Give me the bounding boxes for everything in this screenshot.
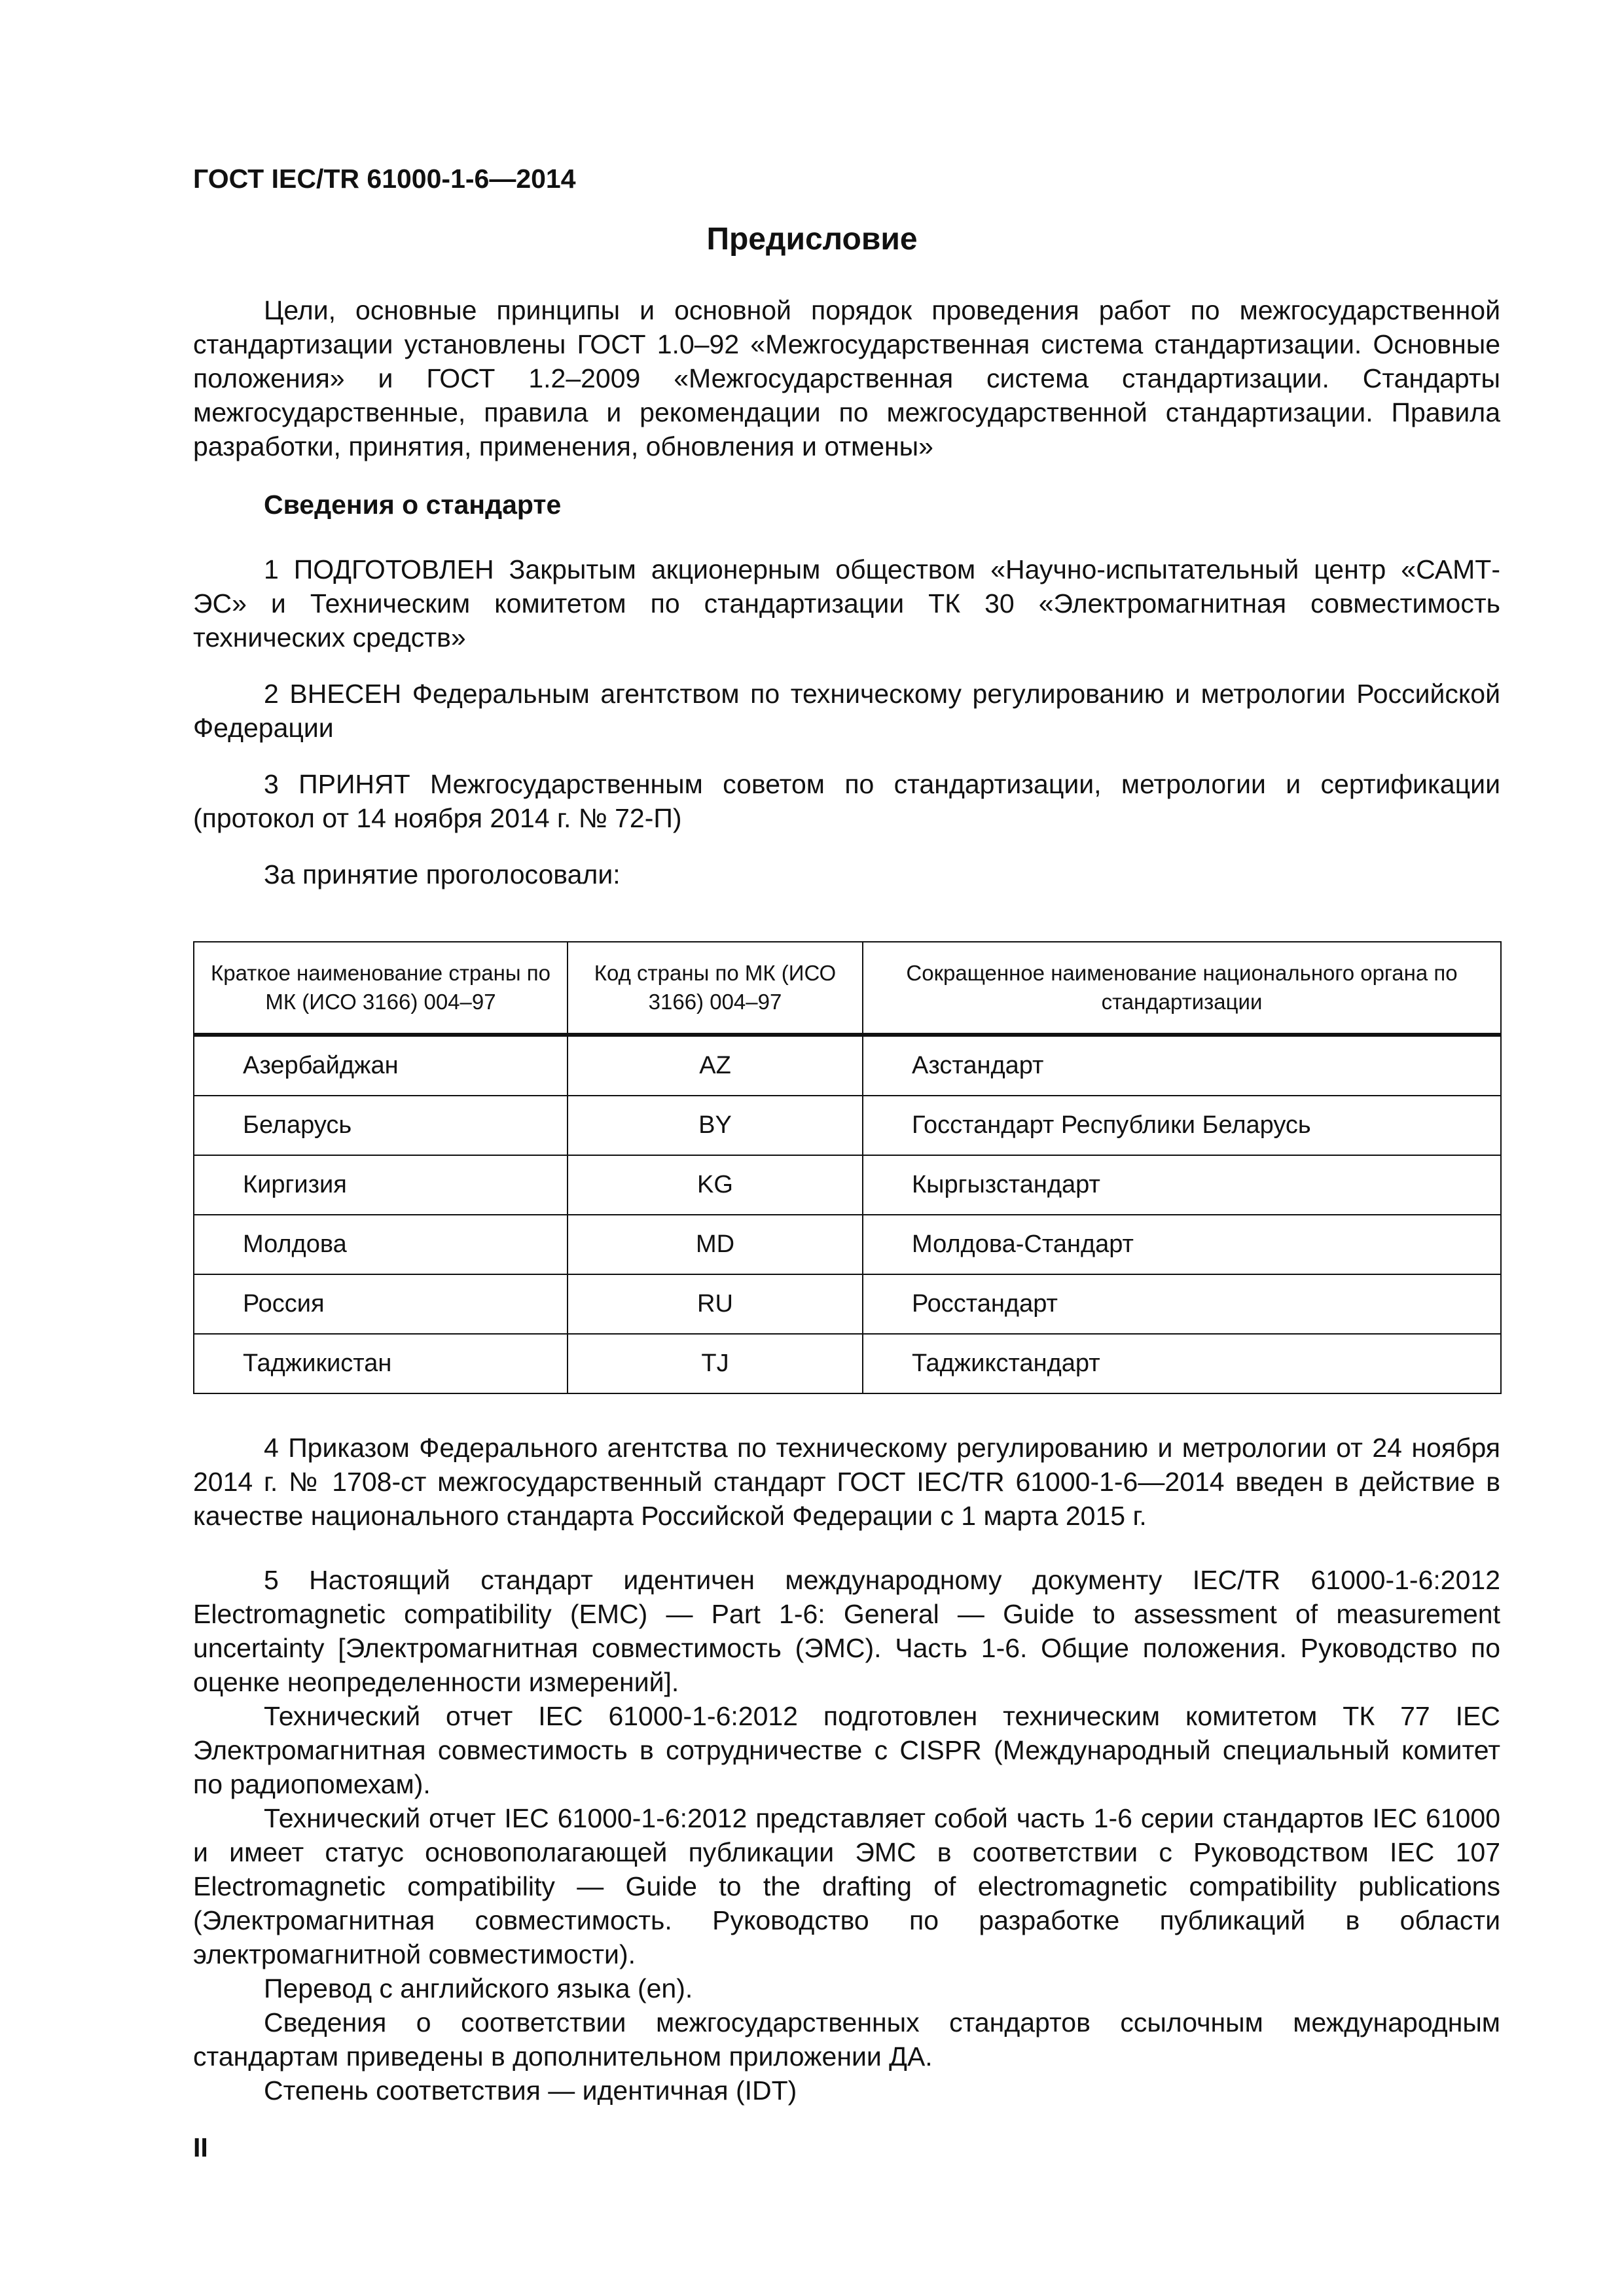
national-body-cell: Азстандарт [863, 1035, 1501, 1096]
country-cell: Таджикистан [194, 1334, 568, 1393]
code-cell: BY [568, 1096, 863, 1155]
national-body-cell: Госстандарт Республики Беларусь [863, 1096, 1501, 1155]
table-row [194, 1035, 1501, 1096]
intro-paragraph: Цели, основные принципы и основной порядок проведения работ по межгосударственной стандартизации установлены ГОСТ 1.0–92 «Межгосударственная система стандартизации. Основные положения» и ГОСТ 1.2–2009 «Межгосударственная система стандартизации. Стандарты межгосударственные, правила и рекомендации по межгосударственной стандартизации. Правила разработки, принятия, применения, обновления и отмены» [193, 295, 1500, 461]
page-number: II [193, 2132, 208, 2162]
degree-paragraph: Степень соответствия — идентичная (IDT) [264, 2075, 797, 2106]
vote-intro: За принятие проголосовали: [264, 859, 621, 889]
code-cell: TJ [568, 1334, 863, 1393]
voting-countries-table [193, 941, 1502, 1394]
table-row [194, 1334, 1501, 1393]
info-heading: Сведения о стандарте [264, 490, 562, 520]
item-accepted: 3 ПРИНЯТ Межгосударственным советом по стандартизации, метрологии и сертификации (протокол от 14 ноября 2014 г. № 72-П) [193, 769, 1500, 833]
country-cell: Беларусь [194, 1096, 568, 1155]
country-cell: Киргизия [194, 1155, 568, 1215]
country-cell: Молдова [194, 1215, 568, 1274]
tc-paragraph: Технический отчет IEC 61000-1-6:2012 подготовлен техническим комитетом ТК 77 IEC Электромагнитная совместимость в сотрудничестве с CISPR (Международный специальный комитет по радиопомехам). [193, 1701, 1500, 1799]
standard-code-header: ГОСТ IEC/TR 61000-1-6—2014 [193, 164, 576, 194]
national-body-cell: Кыргызстандарт [863, 1155, 1501, 1215]
item-enacted: 4 Приказом Федерального агентства по техническому регулированию и метрологии от 24 ноября 2014 г. № 1708-ст межгосударственный стандарт ГОСТ IEC/TR 61000-1-6—2014 введен в действие в качестве национального стандарта Российской Федерации с 1 марта 2015 г. [193, 1433, 1500, 1531]
header-national-body: Сокращенное наименование национального органа по стандартизации [863, 942, 1501, 1035]
national-body-cell: Росстандарт [863, 1274, 1501, 1334]
national-body-cell: Молдова-Стандарт [863, 1215, 1501, 1274]
national-body-cell: Таджикстандарт [863, 1334, 1501, 1393]
table-row [194, 1215, 1501, 1274]
code-cell: AZ [568, 1035, 863, 1096]
part-paragraph: Технический отчет IEC 61000-1-6:2012 представляет собой часть 1-6 серии стандартов IEC 61000 и имеет статус основополагающей публикации ЭМС в соответствии с Руководством IEC 107 Electromagnetic compatibility — Guide to the drafting of electromagnetic compatibility publications (Электромагнитная совместимость. Руководство по разработке публикаций в области электромагнитной совместимости). [193, 1803, 1500, 1969]
info-items-block [193, 552, 1500, 891]
item-identical: 5 Настоящий стандарт идентичен международному документу IEC/TR 61000-1-6:2012 Electromagnetic compatibility (EMC) — Part 1-6: General — Guide to assessment of measurement uncertainty [Электромагнитная совместимость (ЭМС). Часть 1-6. Общие положения. Руководство по оценке неопределенности измерений]. [193, 1565, 1500, 1697]
language-paragraph: Перевод с английского языка (en). [264, 1973, 693, 2003]
page-title: Предисловие [706, 222, 918, 257]
references-paragraph: Сведения о соответствии межгосударственных стандартов ссылочным международным стандартам приведены в дополнительном приложении ДА. [193, 2007, 1500, 2072]
table-row [194, 1096, 1501, 1155]
header-country-code: Код страны по МК (ИСО 3166) 004–97 [568, 942, 863, 1035]
code-cell: KG [568, 1155, 863, 1215]
table-row [194, 1155, 1501, 1215]
item-prepared: 1 ПОДГОТОВЛЕН Закрытым акционерным обществом «Научно-испытательный центр «САМТ-ЭС» и Техническим комитетом по стандартизации ТК 30 «Электромагнитная совместимость технических средств» [193, 554, 1500, 653]
code-cell: MD [568, 1215, 863, 1274]
code-cell: RU [568, 1274, 863, 1334]
after-table-block [193, 1431, 1500, 2108]
header-country-name: Краткое наименование страны по МК (ИСО 3166) 004–97 [194, 942, 568, 1035]
country-cell: Россия [194, 1274, 568, 1334]
table-header-row [194, 942, 1501, 1035]
country-cell: Азербайджан [194, 1035, 568, 1096]
intro-block [193, 293, 1500, 463]
table-row [194, 1274, 1501, 1334]
item-submitted: 2 ВНЕСЕН Федеральным агентством по техническому регулированию и метрологии Российской Федерации [193, 679, 1500, 743]
